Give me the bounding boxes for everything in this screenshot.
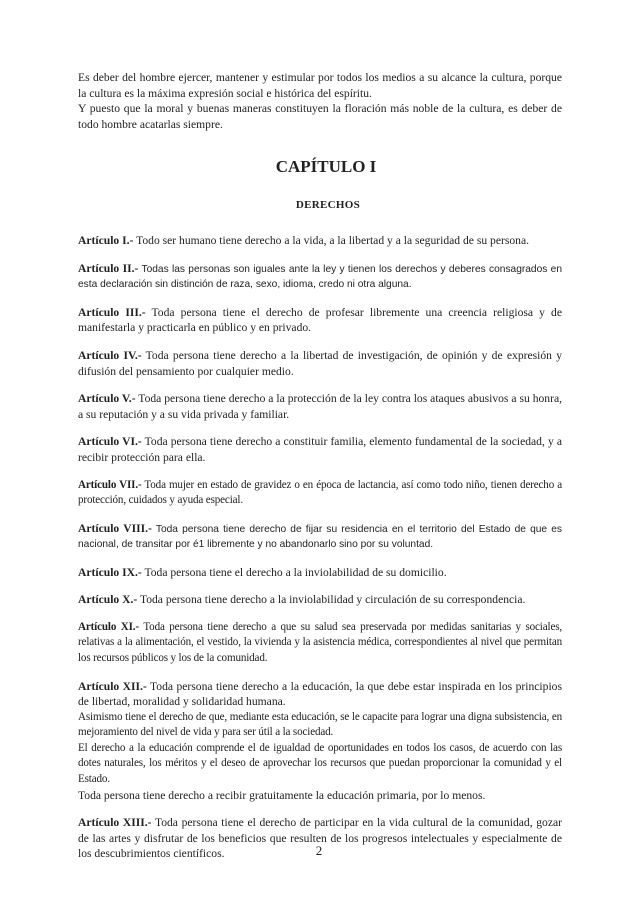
intro-paragraph: Y puesto que la moral y buenas maneras constituyen la floración más noble de la cultura, es deber de todo hombre acatarlas siempre. (78, 102, 562, 131)
article-1 (78, 233, 562, 249)
article-label: Artículo IV.- (78, 348, 142, 362)
article-label: Artículo IX.- (78, 565, 142, 579)
article-label: Artículo XIII.- (78, 816, 152, 830)
article-text: Todo ser humano tiene derecho a la vida, a la libertad y a la seguridad de su persona. (133, 234, 529, 248)
article-text: Toda persona tiene derecho a la inviolabilidad y circulación de su correspondencia. (137, 593, 526, 607)
intro-paragraph: Es deber del hombre ejercer, mantener y estimular por todos los medios a su alcance la cultura, porque la cultura es la máxima expresión social e histórica del espíritu. (78, 71, 562, 100)
article-text: Toda mujer en estado de gravidez o en época de lactancia, así como todo niño, tienen derecho a protección, cuidados y ayuda especial. (78, 478, 562, 507)
article-label: Artículo VI.- (78, 435, 142, 449)
article-4 (78, 348, 562, 379)
article-label: Artículo III.- (78, 305, 146, 319)
article-12 (78, 679, 562, 710)
article-text: Toda persona tiene derecho de fijar su residencia en el territorio del Estado de que es nacional, de transitar por é1 libremente y no abandonarlo sino por su voluntad. (78, 523, 562, 551)
article-label: Artículo I.- (78, 234, 134, 248)
article-text: Toda persona tiene derecho a la protección de la ley contra los ataques abusivos a su honra, a su reputación y a su vida privada y familiar. (78, 392, 562, 421)
article-label: Artículo VII.- (78, 478, 142, 491)
article-7 (78, 478, 562, 509)
article-10 (78, 592, 562, 608)
article-6 (78, 434, 562, 465)
article-2 (78, 261, 562, 293)
article-text: Toda persona tiene el derecho de profesar libremente una creencia religiosa y de manifestarla y practicarla en público y en privado. (78, 305, 562, 335)
article-text: Toda persona tiene el derecho de participar en la vida cultural de la comunidad, gozar de las artes y disfrutar de los beneficios que resulten de los progresos intelectuales y especialmente de los descubrimientos científicos. (78, 816, 562, 861)
article-12-continuation: El derecho a la educación comprende el de igualdad de oportunidades en todos los casos, de acuerdo con las dotes naturales, los méritos y el deseo de aprovechar los recursos que puedan proporcionar la comunidad y el Estado. (78, 741, 562, 786)
article-11 (78, 620, 562, 667)
article-12-continuation: Asimismo tiene el derecho de que, mediante esta educación, se le capacite para lograr una digna subsistencia, en mejoramiento del nivel de vida y para ser útil a la sociedad. (78, 710, 562, 739)
article-text: Toda persona tiene derecho a que su salud sea preservada por medidas sanitarias y sociales, relativas a la alimentación, el vestido, la vivienda y la asistencia médica, correspondientes al nivel que permitan los recursos públicos y los de la comunidad. (78, 620, 563, 664)
page-number: 2 (315, 843, 323, 858)
article-label: Artículo VIII.- (78, 521, 152, 535)
article-text: Toda persona tiene derecho a constituir familia, elemento fundamental de la sociedad, y a recibir protección para ella. (78, 435, 562, 464)
article-8 (78, 521, 562, 553)
article-label: Artículo XI.- (78, 620, 139, 633)
article-label: Artículo II.- (78, 261, 139, 275)
article-3 (78, 305, 562, 336)
article-text: Toda persona tiene el derecho a la inviolabilidad de su domicilio. (141, 565, 447, 579)
article-text: Toda persona tiene derecho a la libertad de investigación, de opinión y de expresión y difusión del pensamiento por cualquier medio. (78, 348, 562, 378)
article-label: Artículo V.- (78, 392, 136, 406)
article-9 (78, 565, 562, 581)
intro-paragraphs (78, 70, 562, 132)
article-label: Artículo XII.- (78, 679, 147, 693)
document-page (78, 70, 562, 862)
section-title: DERECHOS (295, 199, 361, 212)
article-12-continuation: Toda persona tiene derecho a recibir gratuitamente la educación primaria, por lo menos. (78, 788, 486, 802)
chapter-title: CAPÍTULO I (275, 157, 377, 177)
article-5 (78, 391, 562, 422)
article-text: Todas las personas son iguales ante la ley y tienen los derechos y deberes consagrados en esta declaración sin distinción de raza, sexo, idioma, credo ni otra alguna. (78, 263, 562, 291)
article-text: Toda persona tiene derecho a la educación, la que debe estar inspirada en los principios de libertad, moralidad y solidaridad humana. (78, 679, 562, 709)
article-label: Artículo X.- (78, 593, 138, 607)
